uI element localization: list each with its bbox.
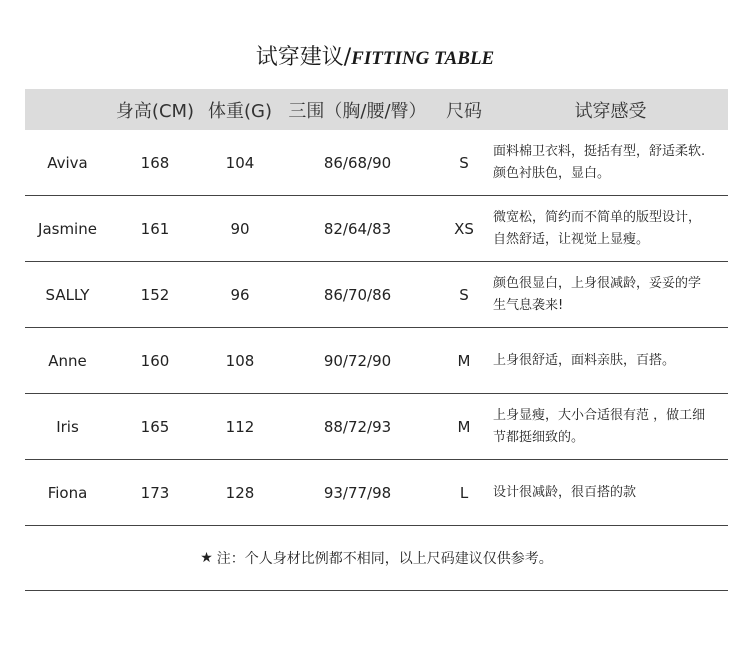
cell-feeling: 上身显瘦，大小合适很有范 ，做工细节都挺细致的。 bbox=[493, 407, 706, 445]
cell-weight: 96 bbox=[230, 285, 250, 304]
footnote-text: 注：个人身材比例都不相同，以上尺码建议仅供参考。 bbox=[216, 551, 553, 567]
cell-feeling-wrap bbox=[493, 405, 728, 449]
cell-size: M bbox=[457, 417, 471, 436]
cell-height: 152 bbox=[140, 285, 170, 304]
cell-name: Aviva bbox=[47, 153, 88, 172]
footnote bbox=[25, 526, 728, 591]
cell-feeling: 微宽松，简约而不简单的版型设计，自然舒适，让视觉上显瘦。 bbox=[493, 209, 702, 247]
cell-weight: 90 bbox=[230, 219, 250, 238]
cell-feeling: 上身很舒适，面料亲肤，百搭。 bbox=[493, 352, 676, 368]
cell-weight: 112 bbox=[225, 417, 255, 436]
header-weight: 体重(G) bbox=[208, 100, 272, 122]
table-row bbox=[25, 262, 728, 328]
title-english: FITTING TABLE bbox=[351, 48, 495, 69]
cell-weight: 128 bbox=[225, 483, 255, 502]
header-measurements: 三围（胸/腰/臀） bbox=[288, 100, 427, 122]
cell-size: M bbox=[457, 351, 471, 370]
fitting-table bbox=[25, 89, 728, 591]
cell-weight: 104 bbox=[225, 153, 255, 172]
table-row bbox=[25, 460, 728, 526]
cell-feeling: 面料棉卫衣料，挺括有型，舒适柔软.颜色衬肤色，显白。 bbox=[493, 143, 706, 181]
cell-height: 168 bbox=[140, 153, 170, 172]
cell-measurements: 82/64/83 bbox=[323, 219, 392, 238]
header-size: 尺码 bbox=[446, 100, 482, 122]
cell-feeling: 颜色很显白，上身很减龄，妥妥的学生气息袭来! bbox=[493, 275, 702, 313]
cell-name: Iris bbox=[56, 417, 79, 436]
cell-size: XS bbox=[454, 219, 474, 238]
table-header bbox=[25, 89, 728, 130]
cell-name: Jasmine bbox=[38, 219, 97, 238]
cell-name: Fiona bbox=[47, 483, 88, 502]
cell-weight: 108 bbox=[225, 351, 255, 370]
cell-name: Anne bbox=[48, 351, 87, 370]
cell-measurements: 93/77/98 bbox=[323, 483, 392, 502]
title-chinese: 试穿建议/ bbox=[255, 45, 352, 70]
cell-feeling: 设计很减龄，很百搭的款 bbox=[493, 484, 637, 500]
cell-measurements: 86/70/86 bbox=[323, 285, 392, 304]
cell-height: 165 bbox=[140, 417, 170, 436]
cell-measurements: 90/72/90 bbox=[323, 351, 392, 370]
table-row bbox=[25, 328, 728, 394]
star-icon: ★ bbox=[200, 550, 213, 566]
cell-height: 161 bbox=[140, 219, 170, 238]
cell-feeling-wrap bbox=[493, 207, 728, 251]
cell-size: L bbox=[459, 483, 469, 502]
header-height: 身高(CM) bbox=[115, 100, 195, 122]
cell-size: S bbox=[459, 285, 469, 304]
cell-measurements: 88/72/93 bbox=[323, 417, 392, 436]
cell-measurements: 86/68/90 bbox=[323, 153, 392, 172]
table-row bbox=[25, 394, 728, 460]
cell-feeling-wrap bbox=[493, 350, 728, 372]
table-row bbox=[25, 130, 728, 196]
cell-feeling-wrap bbox=[493, 482, 728, 504]
cell-height: 173 bbox=[140, 483, 170, 502]
cell-name: SALLY bbox=[45, 285, 90, 304]
table-row bbox=[25, 196, 728, 262]
header-feeling: 试穿感受 bbox=[574, 100, 647, 122]
cell-feeling-wrap bbox=[493, 273, 728, 317]
page-title bbox=[0, 40, 750, 71]
cell-size: S bbox=[459, 153, 469, 172]
cell-height: 160 bbox=[140, 351, 170, 370]
cell-feeling-wrap bbox=[493, 141, 728, 185]
